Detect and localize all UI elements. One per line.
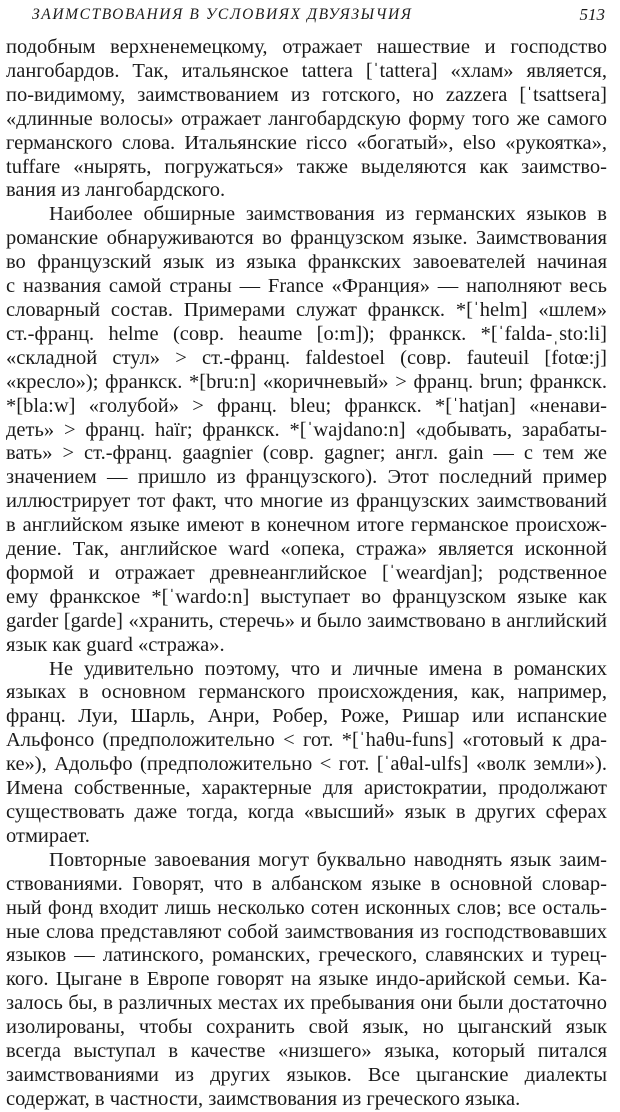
text-line: подобным верхненемецкому, отражает нашествие и господство bbox=[6, 36, 607, 58]
text-line: формой и отражает древнеанглийское [ˈweardjan]; родственное bbox=[6, 561, 607, 584]
text-line: Наиболее обширные заимствования из германских языков в bbox=[49, 203, 607, 226]
text-line: garder [garde] «хранить, стеречь» и было заимствовано в английский bbox=[6, 609, 607, 632]
page-number: 513 bbox=[579, 5, 605, 24]
text-line: дение. Так, английское ward «опека, стража» является исконной bbox=[6, 538, 607, 561]
text-line: изолированы, чтобы сохранить свой язык, но цыганский язык bbox=[6, 1016, 607, 1039]
text-line: значением — пришло из французского). Этот последний пример bbox=[6, 466, 607, 489]
text-line: ему франкское *[ˈwardo:n] выступает во французском языке как bbox=[6, 585, 607, 608]
text-line: ный фонд входит лишь несколько сотен исконных слов; все осталь- bbox=[6, 896, 607, 919]
text-line: лангобардов. Так, итальянское tattera [ˈtattera] «хлам» является, bbox=[6, 59, 607, 82]
text-line: язык как guard «стража». bbox=[6, 633, 225, 656]
text-line: романские обнаруживаются во французском языке. Заимствования bbox=[6, 227, 607, 250]
text-line: с названия самой страны — France «Франция» — наполняют весь bbox=[6, 275, 607, 298]
paragraph bbox=[6, 658, 607, 849]
text-line: ные слова представляют собой заимствования из господствовавших bbox=[6, 920, 607, 943]
text-line: заимствованиями из других языков. Все цыганские диалекты bbox=[6, 1063, 607, 1086]
paragraph bbox=[6, 849, 607, 1112]
text-line: германского слова. Итальянские ricco «богатый», elso «рукоятка», bbox=[6, 131, 607, 154]
body-text bbox=[6, 36, 607, 1112]
paragraph bbox=[6, 36, 607, 203]
text-line: Альфонсо (предположительно < гот. *[ˈhaθu-funs] «готовый к дра- bbox=[6, 729, 607, 752]
text-line: Не удивительно поэтому, что и личные имена в романских bbox=[49, 657, 607, 680]
text-line: языков — латинского, романских, греческого, славянских и турец- bbox=[6, 944, 607, 967]
text-line: залось бы, в различных местах их пребывания они были достаточно bbox=[6, 992, 607, 1015]
text-line: «длинные волосы» отражает лангобардскую форму того же самого bbox=[6, 107, 607, 130]
text-line: всегда выступал в качестве «низшего» языка, который питался bbox=[6, 1040, 607, 1063]
text-line: отмирает. bbox=[6, 824, 90, 847]
text-line: существовать даже тогда, когда «высший» язык в других сферах bbox=[6, 801, 607, 823]
text-line: во французский язык из языка франкских завоевателей начиная bbox=[6, 251, 607, 274]
running-head bbox=[6, 0, 607, 36]
text-line: языках в основном германского происхождения, как, например, bbox=[6, 681, 607, 704]
text-line: кого. Цыгане в Европе говорят на языке индо-арийской семьи. Ка- bbox=[6, 968, 607, 991]
text-line: вать» > ст.-франц. gaagnier (совр. gagner; англ. gain — с тем же bbox=[6, 442, 607, 465]
text-line: деть» > франц. haïr; франкск. *[ˈwajdano:n] «добывать, зарабаты- bbox=[6, 418, 607, 441]
text-line: ке»), Адольфо (предположительно < гот. [ˈaθal-ulfs] «волк земли»). bbox=[6, 753, 607, 776]
text-line: вания из лангобардского. bbox=[6, 179, 226, 202]
text-line: *[bla:w] «голубой» > франц. bleu; франкск. *[ˈhatjan] «ненави- bbox=[6, 394, 607, 417]
text-line: иллюстрирует тот факт, что многие из французских заимствований bbox=[6, 490, 607, 513]
running-title: ЗАИМСТВОВАНИЯ В УСЛОВИЯХ ДВУЯЗЫЧИЯ bbox=[32, 6, 413, 23]
paragraph bbox=[6, 203, 607, 657]
text-line: ствованиями. Говорят, что в албанском языке в основной словар- bbox=[6, 872, 607, 895]
text-line: по-видимому, заимствованием из готского, но zazzera [ˈtsattsera] bbox=[6, 83, 607, 106]
text-line: в английском языке имеют в конечном итоге германское происхож- bbox=[6, 514, 607, 537]
text-line: «кресло»); франкск. *[bru:n] «коричневый» > франц. brun; франкск. bbox=[6, 370, 607, 393]
text-line: содержат, в частности, заимствования из греческого языка. bbox=[6, 1087, 521, 1110]
text-line: «складной стул» > ст.-франц. faldestoel (совр. fauteuil [fotœ:j] bbox=[6, 346, 607, 369]
text-line: ст.-франц. helme (совр. heaume [o:m]); франкск. *[ˈfalda-ˌsto:li] bbox=[6, 322, 607, 345]
text-line: Повторные завоевания могут буквально наводнять язык заим- bbox=[49, 848, 607, 871]
text-line: tuffare «нырять, погружаться» также выделяются как заимство- bbox=[6, 155, 607, 178]
text-line: франц. Луи, Шарль, Анри, Робер, Роже, Ришар или испанские bbox=[6, 705, 607, 728]
text-line: Имена собственные, характерные для аристократии, продолжают bbox=[6, 777, 607, 800]
text-line: словарный состав. Примерами служат франкск. *[ˈhelm] «шлем» bbox=[6, 298, 607, 321]
